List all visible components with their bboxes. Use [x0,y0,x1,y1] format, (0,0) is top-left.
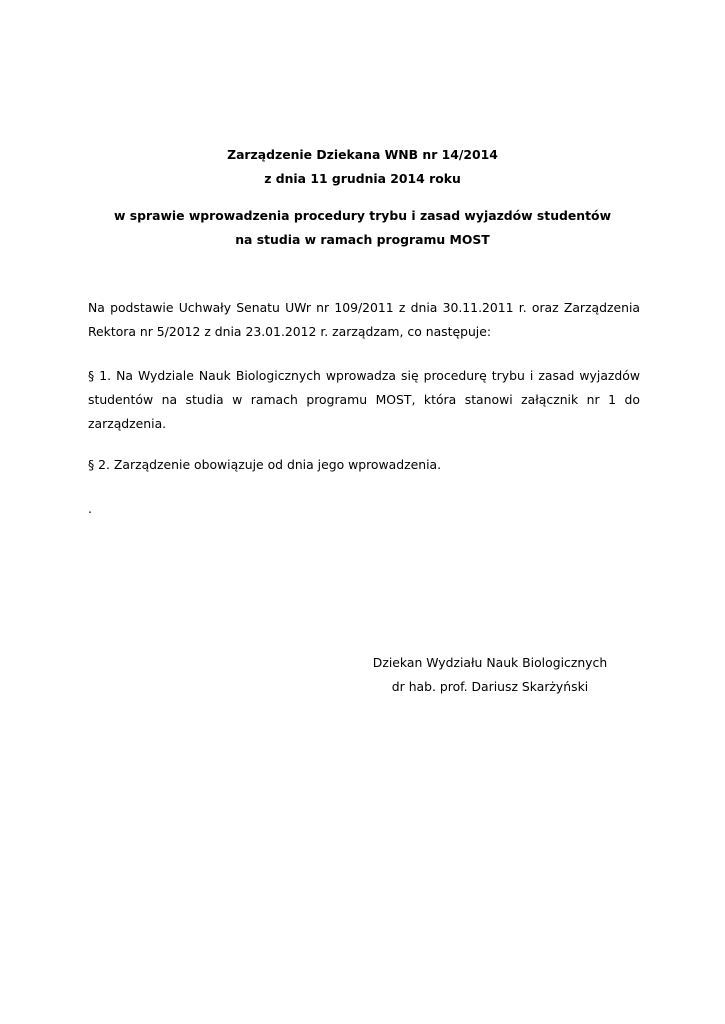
section-1-line-2: studentów na studia w ramach programu MOST, która stanowi załącznik nr 1 do [88,392,640,407]
subject-line-1: w sprawie wprowadzenia procedury trybu i zasad wyjazdów studentów [113,208,612,223]
preamble-line-2: Rektora nr 5/2012 z dnia 23.01.2012 r. zarządzam, co następuje: [88,324,492,339]
signature-title: Dziekan Wydziału Nauk Biologicznych [372,655,608,670]
section-1-line-1: § 1. Na Wydziale Nauk Biologicznych wprowadza się procedurę trybu i zasad wyjazdów [88,368,640,383]
section-1-line-3: zarządzenia. [88,416,167,431]
section-2-paragraph [88,453,640,477]
signature-block [360,651,620,699]
preamble-paragraph [88,296,640,344]
section-2-line-1: § 2. Zarządzenie obowiązuje od dnia jego wprowadzenia. [88,457,442,472]
subject-line-2: na studia w ramach programu MOST [235,232,490,247]
title-line-1: Zarządzenie Dziekana WNB nr 14/2014 [227,147,498,162]
title-line-2: z dnia 11 grudnia 2014 roku [264,171,461,186]
signature-name: dr hab. prof. Dariusz Skarżyński [391,679,589,694]
section-1-paragraph [88,364,640,436]
document-subject [0,204,725,252]
preamble-line-1: Na podstawie Uchwały Senatu UWr nr 109/2011 z dnia 30.11.2011 r. oraz Zarządzenia [88,300,640,315]
document-title [0,143,725,191]
stray-period: . [88,501,92,516]
